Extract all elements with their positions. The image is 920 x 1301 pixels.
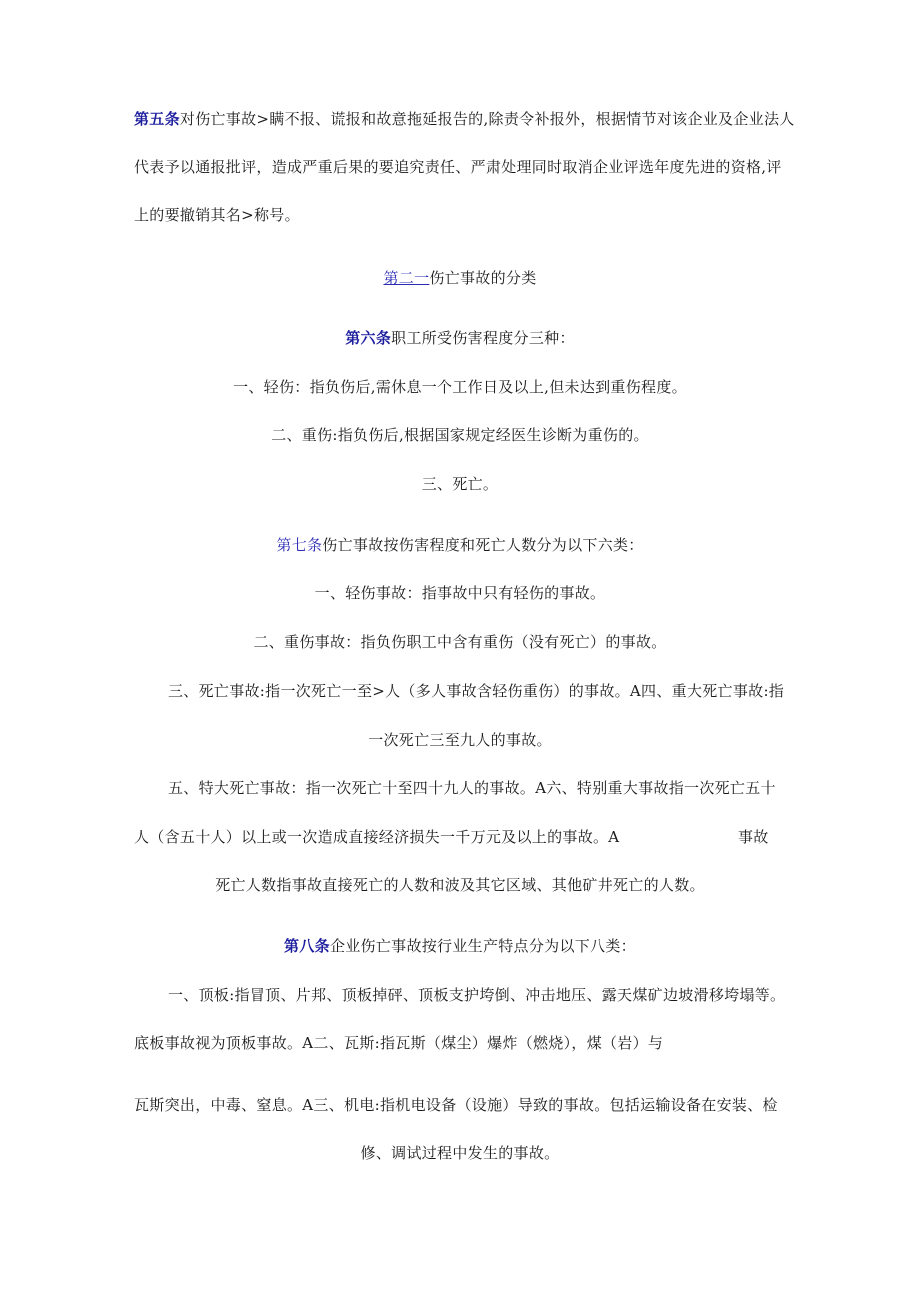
article-6-label: 第六条 — [345, 329, 392, 347]
article-6-item-3: 三、死亡。 — [421, 475, 499, 493]
chapter-2-heading — [0, 267, 920, 289]
article-8-item-1: 一、顶板:指冒顶、片邦、顶板掉砰、顶板支护垮倒、冲击地压、露天煤矿边坡滑移垮塌等。 — [168, 986, 786, 1004]
article-8-item-2: 底板事故视为顶板事故。A二、瓦斯:指瓦斯（煤尘）爆炸（燃烧），煤（岩）与 — [134, 1034, 664, 1052]
article-7-heading — [0, 534, 920, 556]
article-5-line-2: 代表予以通报批评，造成严重后果的要追究责任、严肃处理同时取消企业评选年度先进的资格,评 — [134, 158, 782, 176]
article-7-item-4: 一次死亡三至九人的事故。 — [368, 731, 552, 749]
article-8-heading — [0, 935, 920, 957]
article-7-item-1: 一、轻伤事故：指事故中只有轻伤的事故。 — [314, 584, 606, 602]
chapter-2-title: 伤亡事故的分类 — [429, 269, 537, 287]
article-7-label: 第七条 — [276, 536, 323, 554]
article-8-item-4: 修、调试过程中发生的事故。 — [360, 1144, 560, 1162]
article-7-text: 伤亡事故按伤害程度和死亡人数分为以下六类： — [322, 536, 644, 554]
article-8-label: 第八条 — [284, 937, 330, 955]
article-6-item-2: 二、重伤:指负伤后,根据国家规定经医生诊断为重伤的。 — [271, 426, 649, 444]
article-5-line-1 — [134, 108, 795, 130]
article-5-text-1: 对伤亡事故>瞒不报、谎报和故意拖延报告的,除责令补报外，根据情节对该企业及企业法人 — [179, 110, 795, 128]
article-6-text: 职工所受伤害程度分三种： — [391, 329, 575, 347]
article-7-item-6a: 人（含五十人）以上或一次造成直接经济损失一千万元及以上的事故。A — [134, 828, 620, 846]
article-6-heading — [0, 327, 920, 349]
article-5-line-3: 上的要撤销其名>称号。 — [134, 206, 300, 224]
article-7-item-5: 五、特大死亡事故：指一次死亡十至四十九人的事故。A六、特别重大事故指一次死亡五十 — [168, 779, 776, 797]
article-8-item-3: 瓦斯突出，中毒、窒息。A三、机电:指机电设备（设施）导致的事故。包括运输设备在安装、检 — [134, 1096, 778, 1114]
article-7-item-6b: 事故 — [738, 828, 769, 846]
article-5-label: 第五条 — [134, 110, 180, 128]
article-7-item-2: 二、重伤事故：指负伤职工中含有重伤（没有死亡）的事故。 — [253, 633, 667, 651]
article-6-item-1: 一、轻伤：指负伤后,需休息一个工作日及以上,但未达到重伤程度。 — [233, 378, 687, 396]
article-7-item-7: 死亡人数指事故直接死亡的人数和波及其它区域、其他矿井死亡的人数。 — [215, 876, 705, 894]
article-7-item-3: 三、死亡事故:指一次死亡一至>人（多人事故含轻伤重伤）的事故。A四、重大死亡事故:指 — [168, 682, 785, 700]
chapter-2-link[interactable]: 第二一 — [383, 269, 430, 287]
article-8-text: 企业伤亡事故按行业生产特点分为以下八类： — [329, 937, 636, 955]
